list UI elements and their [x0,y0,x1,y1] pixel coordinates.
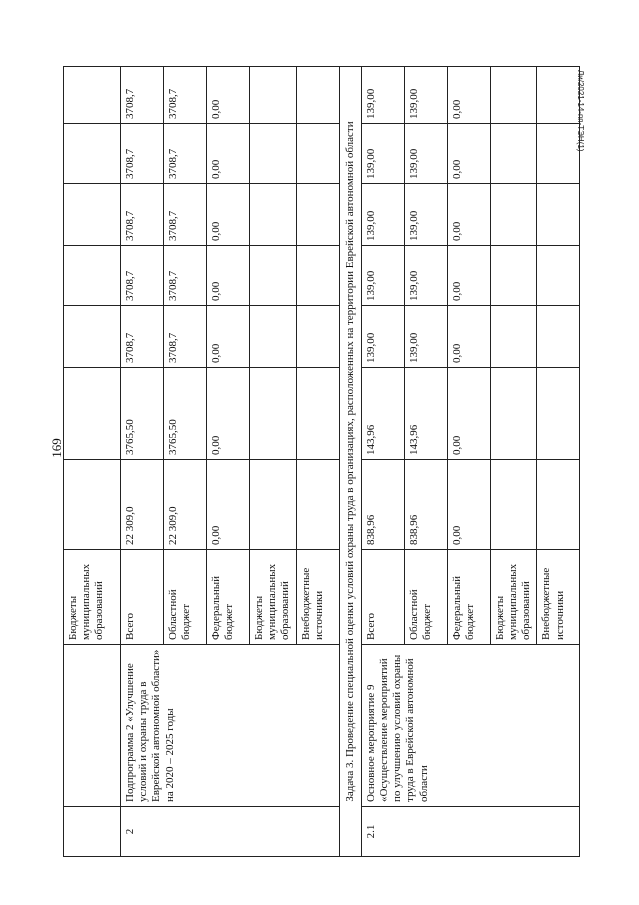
value-cell: 3765,50 [164,368,207,460]
value-cell [296,460,339,550]
source-cell: Бюджеты муниципальных образований [490,550,537,645]
source-cell: Бюджеты муниципальных образований [64,550,121,645]
value-cell [490,184,537,246]
table-cell [64,306,121,368]
table-cell [64,645,121,807]
table-cell [64,807,121,857]
value-cell [296,124,339,184]
table-cell [64,184,121,246]
source-cell: Областной бюджет [164,550,207,645]
value-cell: 143,96 [404,368,447,460]
value-cell [490,124,537,184]
value-cell [490,67,537,124]
value-cell [250,124,297,184]
value-cell [490,246,537,306]
source-cell: Всего [361,550,404,645]
value-cell: 139,00 [361,306,404,368]
value-cell: 143,96 [361,368,404,460]
source-cell: Внебюджетные источники [296,550,339,645]
value-cell: 139,00 [361,67,404,124]
value-cell: 0,00 [447,67,490,124]
value-cell: 838,96 [404,460,447,550]
value-cell: 0,00 [447,368,490,460]
source-cell: Федеральный бюджет [447,550,490,645]
value-cell: 0,00 [447,246,490,306]
source-cell: Областной бюджет [404,550,447,645]
document-code: Ли/2021-14-пп-ТЭН(1) [576,70,585,152]
value-cell: 3708,7 [164,124,207,184]
value-cell [250,306,297,368]
value-cell [250,460,297,550]
value-cell: 0,00 [447,306,490,368]
value-cell [296,368,339,460]
table-cell [64,124,121,184]
value-cell: 0,00 [207,460,250,550]
program-name: Подпрограмма 2 «Улучшение условий и охраны труда в Еврейской автономной области» на 2020 – 2025 годы [121,645,340,807]
value-cell: 139,00 [404,67,447,124]
value-cell [537,306,580,368]
table-cell [64,368,121,460]
value-cell [537,246,580,306]
value-cell [250,246,297,306]
value-cell [250,184,297,246]
value-cell: 3708,7 [121,67,164,124]
value-cell: 3708,7 [121,184,164,246]
value-cell: 22 309,0 [164,460,207,550]
table-cell [64,67,121,124]
value-cell [250,67,297,124]
value-cell: 0,00 [447,460,490,550]
source-cell: Федеральный бюджет [207,550,250,645]
value-cell: 3708,7 [164,306,207,368]
value-cell: 22 309,0 [121,460,164,550]
value-cell: 139,00 [361,184,404,246]
table-row [339,67,361,857]
table-row [121,67,164,857]
value-cell: 3708,7 [121,246,164,306]
measure-number: 2.1 [361,807,580,857]
source-cell: Внебюджетные источники [537,550,580,645]
value-cell: 139,00 [404,246,447,306]
value-cell: 139,00 [404,124,447,184]
value-cell: 3708,7 [164,184,207,246]
value-cell [490,368,537,460]
value-cell [490,306,537,368]
value-cell: 0,00 [207,124,250,184]
table-row [361,67,404,857]
value-cell: 3765,50 [121,368,164,460]
value-cell [490,460,537,550]
source-cell: Бюджеты муниципальных образований [250,550,297,645]
budget-table-rotated [63,67,578,857]
page-number: 169 [49,438,64,458]
value-cell: 3708,7 [121,306,164,368]
measure-name: Основное мероприятие 9 «Осуществление мероприятий по улучшению условий охраны труда в Еврейской автономной области [361,645,580,807]
value-cell: 0,00 [207,368,250,460]
value-cell: 139,00 [361,246,404,306]
value-cell [296,67,339,124]
source-cell: Всего [121,550,164,645]
table-row [64,67,121,857]
value-cell: 0,00 [207,306,250,368]
value-cell [296,306,339,368]
task-heading: Задача 3. Проведение специальной оценки условий охраны труда в организациях, расположенных на территории Еврейской автономной области [339,67,361,857]
value-cell: 139,00 [404,306,447,368]
table-cell [64,246,121,306]
value-cell [537,67,580,124]
value-cell: 0,00 [447,184,490,246]
value-cell [537,368,580,460]
value-cell [296,246,339,306]
budget-table [63,66,580,857]
value-cell [537,460,580,550]
value-cell: 0,00 [207,67,250,124]
value-cell: 3708,7 [121,124,164,184]
value-cell [537,184,580,246]
value-cell: 0,00 [207,184,250,246]
program-number: 2 [121,807,340,857]
table-cell [64,460,121,550]
value-cell: 838,96 [361,460,404,550]
value-cell: 139,00 [361,124,404,184]
value-cell: 3708,7 [164,67,207,124]
value-cell [537,124,580,184]
value-cell: 139,00 [404,184,447,246]
value-cell [250,368,297,460]
value-cell: 3708,7 [164,246,207,306]
value-cell [296,184,339,246]
value-cell: 0,00 [207,246,250,306]
value-cell: 0,00 [447,124,490,184]
